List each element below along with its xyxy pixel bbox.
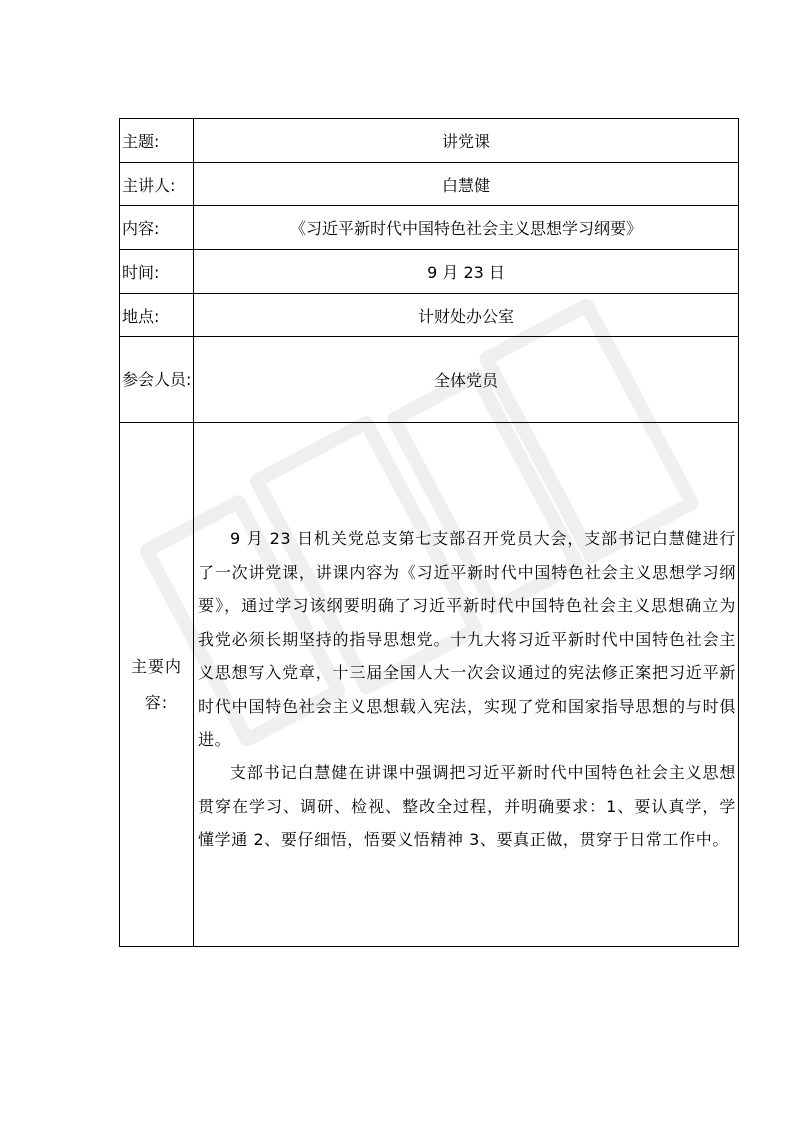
speaker-label: 主讲人: bbox=[120, 163, 194, 206]
meeting-record-table bbox=[119, 118, 739, 947]
row-speaker bbox=[120, 163, 739, 206]
main-content-body bbox=[194, 423, 739, 947]
row-topic bbox=[120, 119, 739, 163]
topic-value: 讲党课 bbox=[194, 119, 739, 163]
row-place bbox=[120, 294, 739, 337]
time-label: 时间: bbox=[120, 250, 194, 294]
main-paragraph-2: 支部书记白慧健在讲课中强调把习近平新时代中国特色社会主义思想贯穿在学习、调研、检视、整改全过程，并明确要求：1、要认真学，学懂学通 2、要仔细悟，悟要义悟精神 3、要真正做，贯穿于日常工作中。 bbox=[198, 763, 736, 850]
attendees-value: 全体党员 bbox=[194, 337, 739, 423]
content-label: 内容: bbox=[120, 206, 194, 250]
time-value: 9 月 23 日 bbox=[194, 250, 739, 294]
row-content bbox=[120, 206, 739, 250]
row-time bbox=[120, 250, 739, 294]
main-content-label: 主要内容: bbox=[120, 423, 194, 947]
main-paragraph-1: 9 月 23 日机关党总支第七支部召开党员大会，支部书记白慧健进行了一次讲党课，讲课内容为《习近平新时代中国特色社会主义思想学习纲要》，通过学习该纲要明确了习近平新时代中国特色社会主义思想确立为我党必须长期坚持的指导思想党。十九大将习近平新时代中国特色社会主义思想写入党章，十三届全国人大一次会议通过的宪法修正案把习近平新时代中国特色社会主义思想载入宪法，实现了党和国家指导思想的与时俱进。 bbox=[198, 529, 736, 749]
attendees-label: 参会人员: bbox=[120, 337, 194, 423]
row-attendees bbox=[120, 337, 739, 423]
place-value: 计财处办公室 bbox=[194, 294, 739, 337]
content-value: 《习近平新时代中国特色社会主义思想学习纲要》 bbox=[194, 206, 739, 250]
speaker-value: 白慧健 bbox=[194, 163, 739, 206]
row-main-content bbox=[120, 423, 739, 947]
place-label: 地点: bbox=[120, 294, 194, 337]
topic-label: 主题: bbox=[120, 119, 194, 163]
